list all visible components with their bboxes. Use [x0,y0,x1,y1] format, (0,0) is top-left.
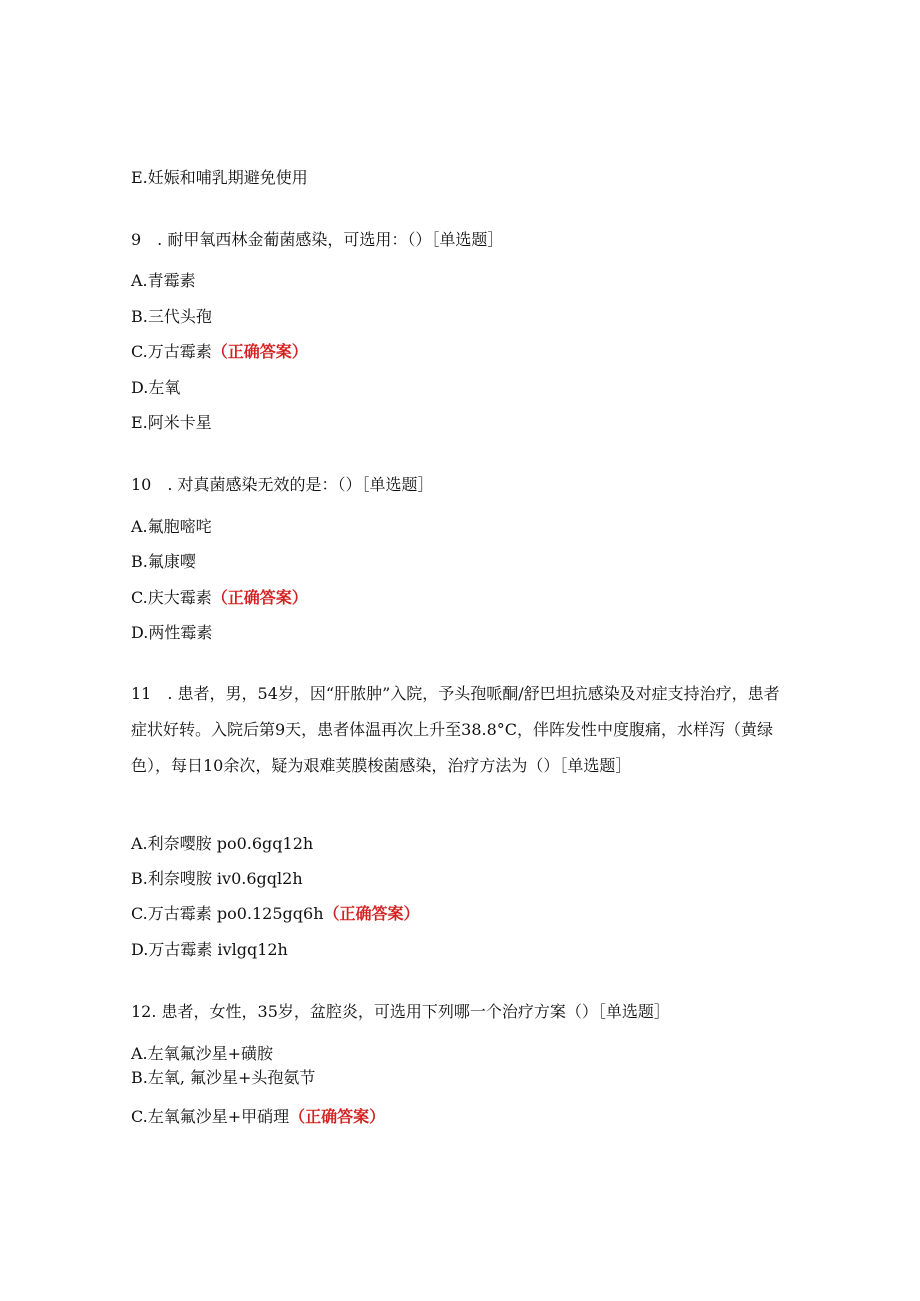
question-9-stem: 9 . 耐甲氧西林金葡菌感染，可选用：（）［单选题］ [131,230,504,249]
question-11-stem: 11 . 患者，男，54岁，因“肝脓肿”入院，予头孢哌酮/舒巴坦抗感染及对症支持治疗，患者症状好转。入院后第9天，患者体温再次上升至38.8°C，伴阵发性中度腹痛，水样泻（黄绿色），每日10余次，疑为艰难荚膜梭菌感染，治疗方法为（）［单选题］ [131,684,780,775]
correct-answer-badge: （正确答案） [323,904,420,923]
question-11-option-a: A.利奈嘤胺 po0.6gq12h [131,834,314,853]
question-12-option-a: A.左氧氟沙星+磺胺 [131,1044,274,1063]
prev-question-option-e: E.妊娠和哺乳期避免使用 [131,168,308,187]
question-9-option-c: C.万古霉素（正确答案） [131,342,308,361]
question-12-stem: 12. 患者，女性，35岁，盆腔炎，可选用下列哪一个治疗方案（）［单选题］ [131,1002,670,1021]
question-10-option-b: B.氟康嘤 [131,552,196,571]
question-9-option-d: D.左氧 [131,378,181,397]
question-10-option-a: A.氟胞嘧咤 [131,517,212,536]
question-12-option-c: C.左氧氟沙星+甲硝理（正确答案） [131,1107,386,1126]
correct-answer-badge: （正确答案） [211,342,308,361]
question-9-option-b: B.三代头孢 [131,307,212,326]
question-11-option-d: D.万古霉素 ivlgq12h [131,940,288,959]
correct-answer-badge: （正确答案） [211,588,308,607]
question-10-option-d: D.两性霉素 [131,623,213,642]
question-9-option-a: A.青霉素 [131,271,196,290]
question-12-option-b: B.左氧, 氟沙星+头孢氨节 [131,1068,316,1087]
question-11-option-c: C.万古霉素 po0.125gq6h（正确答案） [131,904,420,923]
question-10-stem: 10 . 对真菌感染无效的是：（）［单选题］ [131,475,434,494]
question-10-option-c: C.庆大霉素（正确答案） [131,588,308,607]
question-11-option-b: B.利奈嗖胺 iv0.6gql2h [131,869,303,888]
correct-answer-badge: （正确答案） [289,1107,386,1126]
question-9-option-e: E.阿米卡星 [131,413,212,432]
